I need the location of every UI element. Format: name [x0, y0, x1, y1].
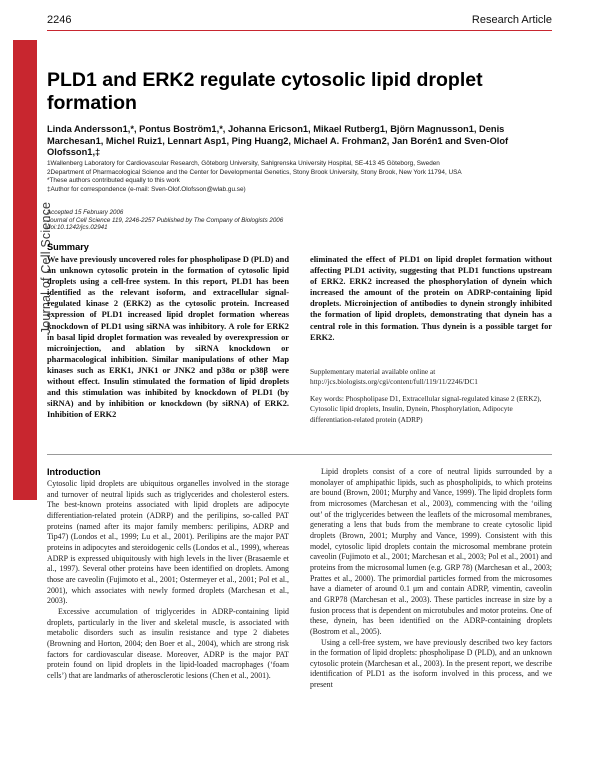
journal-name-vertical: Journal of Cell Science [39, 201, 53, 335]
supplementary-label: Supplementary material available online at [310, 367, 436, 376]
supplementary-url[interactable]: http://jcs.biologists.org/cgi/content/full/119/11/2246/DC1 [310, 377, 478, 387]
page-number: 2246 [47, 14, 72, 26]
correspondence-note: ‡Author for correspondence (e-mail: Sven-Olof.Olofsson@wlab.gu.se) [47, 185, 246, 193]
accepted-date: Accepted 15 February 2006 [47, 209, 124, 216]
header-rule [47, 30, 552, 31]
publication-info [47, 209, 447, 232]
article-title: PLD1 and ERK2 regulate cytosolic lipid droplet formation [47, 69, 483, 114]
summary-left-column: We have previously uncovered roles for phospholipase D (PLD) and an unknown cytosolic protein in the formation of cytosolic lipid droplets using a cell-free system. In this report, PLD1 has been identified as the relevant isoform, and extracellular signal-regulated kinase 2 (ERK2) as the cytosolic protein. Increased expression of PLD1 increased lipid droplet formation whereas knockdown of PLD1 using siRNA was inhibitory. A role for ERK2 in basal lipid droplet formation was revealed by overexpression or microinjection, and ablation by siRNA knockdown or pharmacological inhibition. Similar manipulations of other Map kinases such as ERK1, JNK1 or JNK2 and p38α or p38β were without effect. Insulin stimulated the formation of lipid droplets and this stimulation was inhibited by knockdown of PLD1 (by siRNA) and by inhibition or knockdown (by siRNA) of ERK2. Inhibition of ERK2 [47, 255, 289, 420]
article-type: Research Article [471, 14, 552, 26]
doi: doi:10.1242/jcs.02941 [47, 224, 108, 232]
introduction-left-column [47, 479, 289, 681]
journal-citation: Journal of Cell Science 119, 2246-2257 Published by The Company of Biologists 2006 [47, 216, 284, 224]
affiliation-1: 1Wallenberg Laboratory for Cardiovascular Research, Göteborg University, Sahlgrenska University Hospital, SE-413 45 Göteborg, Sweden [47, 160, 440, 167]
summary-right-column: eliminated the effect of PLD1 on lipid droplet formation without affecting PLD1 activity, suggesting that PLD1 functions upstream of ERK2. ERK2 increased the phosphorylation of dynein which increased the amount of the protein on ADRP-containing lipid droplets. Microinjection of antibodies to dynein strongly inhibited the formation of lipid droplets, demonstrating that dynein has a central role in this formation. Thus dynein is a possible target for ERK2. [310, 255, 552, 342]
introduction-right-column [310, 467, 552, 691]
keywords: Key words: Phospholipase D1, Extracellular signal-regulated kinase 2 (ERK2), Cytosolic lipid droplets, Insulin, Dynein, Phosphorylation, Adipocyte differentiation-related protein (ADRP) [310, 394, 542, 424]
affiliations [47, 160, 557, 194]
intro-paragraph: Using a cell-free system, we have previously described two key factors in the formation of lipid droplets: phospholipase D (PLD), and an unknown cytosolic protein (Marchesan et al., 2003). In the present report, we describe identification of PLD1 as the isoform involved in this process, and we present [310, 637, 552, 690]
intro-paragraph: Lipid droplets consist of a core of neutral lipids surrounded by a monolayer of amphipathic lipids, such as phospholipids, to which proteins are bound (Brown, 2001; Murphy and Vance, 1999). The lipid droplets form from microsomes (Marchesan et al., 2003), commencing with the ‘oiling out’ of the triglycerides between the leaflets of the microsomal membranes, generating a lens that buds from the membrane to create cytosolic lipid droplets (Brown, 2001; Murphy and Vance, 1999). Consistent with this model, cytosolic lipid droplets contain the microsomal membrane protein caveolin (Fujimoto et al., 2001; Marchesan et al., 2003; Pol et al., 2001) and proteins from the microsomal lumen (e.g. GRP 78) (Marchesan et al., 2003; Prattes et al., 2000). The primordial particles formed from the microsomes have a diameter of around 0.1 μm and contain ADRP, vimentin, caveolin and GRP78 (Marchesan et al., 2003). These particles increase in size by a fusion process that is dependent on microtubules and motor proteins. One of these, dynein, has been identified on the ADRP-containing droplets (Bostrom et al., 2005). [310, 467, 552, 636]
affiliation-2: 2Department of Pharmacological Science and the Center for Developmental Genetics, Stony Brook University, Stony Brook, New York 11794, USA [47, 168, 462, 176]
introduction-heading: Introduction [47, 467, 101, 477]
equal-contribution-note: *These authors contributed equally to this work [47, 177, 180, 185]
intro-paragraph: Cytosolic lipid droplets are ubiquitous organelles involved in the storage and turnover of neutral lipids such as triglycerides and cholesterol esters. The best-known proteins associated with lipid droplets are adipocyte differentiation-related protein (ADRP) and the perilipins, so-called PAT proteins (named after its major family members: perilipins, ADRP and Tip47) (Londos et al., 1999; Lu et al., 2001). Perilipins are the major PAT proteins in adipocytes and steroidogenic cells (Londos et al., 1999), whereas ADRP is expressed ubiquitously with high levels in the liver (Brasaemle et al., 1997). Several other proteins have been identified on droplets. Among those are caveolin (Fujimoto et al., 2001; Ostermeyer et al., 2001; Pol et al., 2001), which associates with newly formed droplets (Marchesan et al., 2003). [47, 479, 289, 606]
supplementary-material [310, 367, 552, 388]
intro-paragraph: Excessive accumulation of triglycerides in ADRP-containing lipid droplets, particularly in the liver and skeletal muscle, is associated with metabolic disorders such as insulin resistance and type 2 diabetes (Browning and Horton, 2004; den Boer et al., 2004), which are strong risk factors for cardiovascular disease. Moreover, ADRP is the major PAT protein found on lipid droplets in the lipid-loaded macrophages (‘foam cells’) that are landmarks of atherosclerotic lesions (Chen et al., 2001). [47, 606, 289, 680]
section-divider [47, 454, 552, 455]
author-list: Linda Andersson1,*, Pontus Boström1,*, Johanna Ericson1, Mikael Rutberg1, Björn Magnusson1, Denis Marchesan1, Michel Ruiz1, Lennart Asp1, Ping Huang2, Michael A. Frohman2, Jan Borén1 and Sven-Olof Olofsson1,‡ [47, 124, 509, 157]
journal-sidebar-bar [13, 40, 37, 500]
summary-heading: Summary [47, 242, 89, 252]
